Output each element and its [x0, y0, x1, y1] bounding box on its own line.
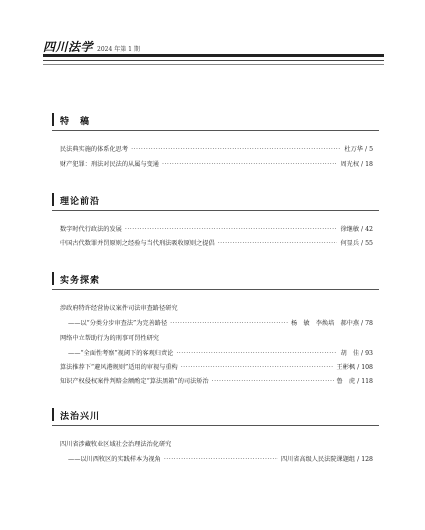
- page-number: 108: [361, 364, 373, 371]
- page-number: 78: [365, 320, 373, 327]
- page-number: 118: [361, 378, 373, 385]
- article-subtitle: ——“全面性考察”视阈下的客观归责论: [68, 350, 174, 357]
- article-title[interactable]: 网络中立帮助行为的刑事可罚性研究: [60, 335, 159, 342]
- leader-dots: [125, 226, 338, 234]
- page-number: 18: [365, 161, 373, 168]
- toc-entry[interactable]: 数字时代行政法的发展 ····· 徐继敏 / 42: [60, 226, 373, 234]
- article-author: 杨 敏 李焕培 郝中燕: [290, 320, 360, 327]
- toc-entry[interactable]: ——“全面性考察”视阈下的客观归责论 ····· 胡 佳 / 93: [68, 350, 373, 358]
- page-number: 128: [361, 456, 373, 463]
- article-author: 何显兵: [340, 240, 360, 247]
- section-divider: [52, 130, 379, 131]
- toc-entry[interactable]: 中国古代数罪并罚原则之经验与当代刑法吸收原则之提倡 ····· 何显兵 / 55: [60, 240, 373, 248]
- toc-entry[interactable]: ——以“分类分步审查法”为完善路径 ····· 杨 敏 李焕培 郝中燕 / 78: [68, 320, 373, 328]
- article-title: 数字时代行政法的发展: [60, 226, 122, 233]
- toc-entry[interactable]: 知识产权侵权案件判赔金额酌定“算法黑箱”的司法矫治 ····· 鲁 虎 / 118: [60, 378, 373, 386]
- leader-dots: [164, 456, 278, 464]
- leader-dots: [212, 378, 334, 386]
- section-divider: [52, 210, 379, 211]
- issue-label: 2024 年第 1 期: [97, 46, 140, 53]
- article-title: 中国古代数罪并罚原则之经验与当代刑法吸收原则之提倡: [60, 240, 215, 247]
- leader-dots: [181, 364, 334, 372]
- section-divider: [52, 425, 379, 426]
- header-rule-thin: [43, 60, 384, 61]
- leader-dots: [162, 161, 337, 169]
- journal-header: [43, 38, 140, 55]
- section-marker: [52, 272, 54, 285]
- leader-dots: [170, 320, 288, 328]
- article-author: 杜万华: [344, 146, 363, 153]
- section-marker: [52, 193, 54, 206]
- page-number: 55: [365, 240, 373, 247]
- article-author: 周光权: [340, 161, 360, 168]
- page-number: 42: [365, 226, 373, 233]
- section-divider: [52, 289, 379, 290]
- toc-entry[interactable]: 民法典实施的体系化思考 ····· 杜万华 / 5: [60, 146, 373, 154]
- article-title: 知识产权侵权案件判赔金额酌定“算法黑箱”的司法矫治: [60, 378, 209, 385]
- page-number: 5: [369, 146, 373, 153]
- article-title: 民法典实施的体系化思考: [60, 146, 129, 153]
- toc-entry[interactable]: 财产犯罪：刑法对民法的从属与变通 ····· 周光权 / 18: [60, 161, 373, 169]
- article-subtitle: ——以“分类分步审查法”为完善路径: [68, 320, 168, 327]
- section-marker: [52, 113, 54, 126]
- article-author: 四川省高级人民法院课题组: [280, 456, 356, 463]
- section-title: 法治兴川: [60, 412, 101, 422]
- leader-dots: [176, 350, 337, 358]
- article-title: 算法推荐下“避风港规则”适用的审视与重构: [60, 364, 178, 371]
- article-title[interactable]: 四川省涉藏牧业区域社会治理法治化研究: [60, 441, 172, 448]
- header-rule-thin-2: [43, 64, 384, 65]
- journal-logo: 四川法学: [43, 40, 94, 54]
- header-rule-thick: [43, 54, 384, 57]
- article-subtitle: ——以川西牧区的实践样本为视角: [68, 456, 161, 463]
- article-author: 胡 佳: [340, 350, 360, 357]
- page-number: 93: [365, 350, 373, 357]
- article-title[interactable]: 涉政府特许经营协议案件司法审查路径研究: [60, 305, 178, 312]
- section-title: 特 稿: [60, 117, 91, 127]
- section-marker: [52, 408, 54, 421]
- leader-dots: [131, 146, 341, 154]
- article-author: 王彬枫: [336, 364, 356, 371]
- article-author: 鲁 虎: [336, 378, 356, 385]
- section-title: 理论前沿: [60, 197, 101, 207]
- toc-entry[interactable]: ——以川西牧区的实践样本为视角 ····· 四川省高级人民法院课题组 / 128: [68, 456, 373, 464]
- article-title: 财产犯罪：刑法对民法的从属与变通: [60, 161, 159, 168]
- leader-dots: [218, 240, 338, 248]
- toc-entry[interactable]: 算法推荐下“避风港规则”适用的审视与重构 ····· 王彬枫 / 108: [60, 364, 373, 372]
- article-author: 徐继敏: [340, 226, 360, 233]
- section-title: 实务探索: [60, 276, 101, 286]
